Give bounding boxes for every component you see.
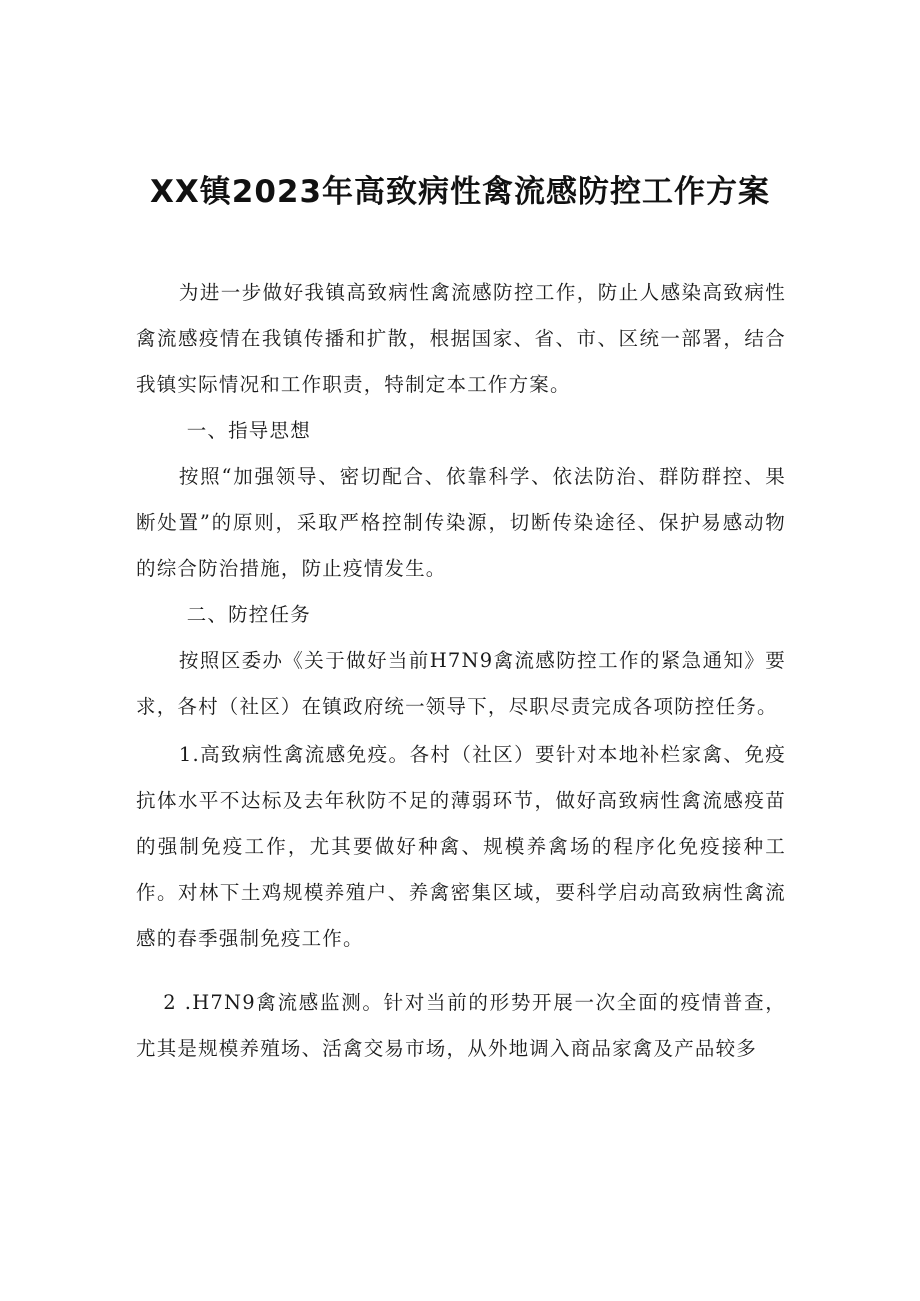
section-heading-guiding-ideology: 一、指导思想: [186, 419, 311, 442]
intro-paragraph: 为进一步做好我镇高致病性禽流感防控工作，防止人感染高致病性禽流感疫情在我镇传播和扩散，根据国家、省、市、区统一部署，结合我镇实际情况和工作职责，特制定本工作方案。: [136, 281, 786, 396]
guiding-ideology-paragraph: 按照“加强领导、密切配合、依靠科学、依法防治、群防群控、果断处置”的原则，采取严格控制传染源，切断传染途径、保护易感动物的综合防治措施，防止疫情发生。: [136, 465, 786, 580]
document-body: [136, 270, 786, 1072]
task-1-immunization-paragraph: 1.高致病性禽流感免疫。各村（社区）要针对本地补栏家禽、免疫抗体水平不达标及去年秋防不足的薄弱环节，做好高致病性禽流感疫苗的强制免疫工作，尤其要做好种禽、规模养禽场的程序化免疫接种工作。对林下土鸡规模养殖户、养禽密集区域，要科学启动高致病性禽流感的春季强制免疫工作。: [136, 743, 786, 950]
task-2-monitoring-paragraph: 2 .H7N9禽流感监测。针对当前的形势开展一次全面的疫情普查，尤其是规模养殖场、活禽交易市场，从外地调入商品家禽及产品较多: [136, 991, 786, 1060]
document-title: XX镇2023年高致病性禽流感防控工作方案: [149, 174, 771, 210]
prevention-tasks-paragraph: 按照区委办《关于做好当前H7N9禽流感防控工作的紧急通知》要求，各村（社区）在镇政府统一领导下，尽职尽责完成各项防控任务。: [136, 649, 786, 718]
section-heading-prevention-tasks: 二、防控任务: [186, 603, 311, 626]
